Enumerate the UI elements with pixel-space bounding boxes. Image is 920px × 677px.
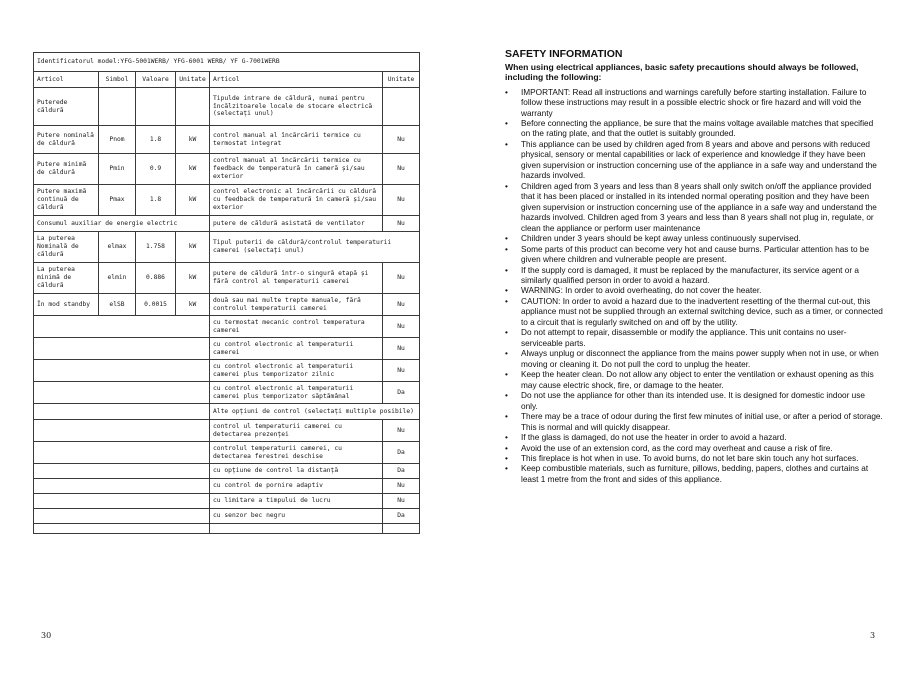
table-row [34, 185, 420, 216]
table-cell: Consumul auxiliar de energie electric [34, 216, 210, 232]
table-cell: Nu [383, 479, 420, 494]
bullet-icon: • [505, 391, 508, 401]
table-cell: În mod standby [34, 294, 99, 316]
table-row [34, 126, 420, 154]
bullet-icon: • [505, 370, 508, 380]
bullet-icon: • [505, 349, 508, 359]
safety-list-item [505, 444, 883, 454]
table-cell: Pmin [99, 154, 136, 185]
table-cell: Nu [383, 126, 420, 154]
table-cell: Nu [383, 494, 420, 509]
header-cell: Unitate [383, 72, 420, 88]
table-cell: La puterea minimă de căldură [34, 263, 99, 294]
table-cell: elSB [99, 294, 136, 316]
table-cell: elmax [99, 232, 136, 263]
table-row [34, 88, 420, 126]
empty-cell [34, 404, 210, 420]
table-row [34, 216, 420, 232]
safety-list-item [505, 266, 883, 287]
table-cell: Nu [383, 360, 420, 382]
safety-item-text: If the glass is damaged, do not use the heater in order to avoid a hazard. [521, 433, 787, 443]
table-cell [210, 524, 383, 534]
table-cell: putere de căldură într-o singură etapă și fără control al temperaturii camerei [210, 263, 383, 294]
table-cell [383, 88, 420, 126]
table-cell: Da [383, 464, 420, 479]
table-cell: cu control de pornire adaptiv [210, 479, 383, 494]
bullet-icon: • [505, 87, 508, 97]
table-cell: Nu [383, 185, 420, 216]
table-cell: 1.8 [136, 185, 176, 216]
section-title: SAFETY INFORMATION [505, 48, 623, 60]
empty-cell [34, 338, 210, 360]
table-cell: Nu [383, 294, 420, 316]
table-cell: 1.8 [136, 126, 176, 154]
table-cell: control manual al încărcării termice cu feedback de temperatură în cameră și/sau exterior [210, 154, 383, 185]
table-row [34, 232, 420, 263]
table-cell: kW [176, 185, 210, 216]
table-cell: cu control electronic al temperaturii camerei [210, 338, 383, 360]
table-cell: Putere maximă continuă de căldură [34, 185, 99, 216]
table-cell: Nu [383, 154, 420, 185]
header-cell: Articol [34, 72, 99, 88]
safety-list-item [505, 391, 883, 412]
table-cell: cu senzor bec negru [210, 509, 383, 524]
table-cell: cu termostat mecanic control temperatura camerei [210, 316, 383, 338]
safety-list-item [505, 286, 883, 296]
safety-information-section [505, 48, 883, 485]
empty-cell [34, 360, 210, 382]
table-row [34, 360, 420, 382]
safety-list-item [505, 140, 883, 182]
empty-cell [34, 420, 210, 442]
table-row [34, 338, 420, 360]
table-row [34, 494, 420, 509]
model-identification: Identificatorul model:YFG-5001WERB/ YFG-6001 WERB/ YF G-7001WERB [34, 53, 420, 72]
safety-item-text: This appliance can be used by children aged from 8 years and above and persons with reduced physical, sensory or mental capabilities or lack of experience and knowledge if they have been given supervision or instruction concerning use of the appliance in a safe way and understand the hazards involved. [521, 139, 877, 181]
table-cell: Nu [383, 216, 420, 232]
safety-list-item [505, 370, 883, 391]
table-row [34, 154, 420, 185]
safety-item-text: If the supply cord is damaged, it must be replaced by the manufacturer, its service agent or a similarly qualified person in order to avoid a hazard. [521, 265, 859, 285]
table-row [34, 294, 420, 316]
table-cell: Da [383, 509, 420, 524]
safety-item-text: Children aged from 3 years and less than 8 years shall only switch on/off the appliance provided that it has been placed or installed in its intended normal operating position and they have been given supervision or instruction concerning use of the appliance in a safe way and understand the hazards involved. Children aged from 3 years and less than 8 years shall not plug in, regulate, or clean the appliance or perform user maintenance [521, 181, 877, 233]
safety-item-text: Do not attempt to repair, disassemble or modify the appliance. This unit contains no user-serviceable parts. [521, 328, 847, 348]
safety-list-item [505, 412, 883, 433]
safety-item-text: WARNING: In order to avoid overheating, do not cover the heater. [521, 286, 762, 296]
safety-list-item [505, 349, 883, 370]
table-cell: kW [176, 126, 210, 154]
safety-item-text: Always unplug or disconnect the appliance from the mains power supply when not in use, or when moving or cleaning it. Do not pull the cord to unplug the heater. [521, 349, 879, 369]
safety-list-item [505, 328, 883, 349]
table-cell: kW [176, 294, 210, 316]
table-cell: cu control electronic al temperaturii camerei plus temporizator săptămânal [210, 382, 383, 404]
table-row [34, 509, 420, 524]
table-cell: Alte opțiuni de control (selectați multiple posibile) [210, 404, 420, 420]
table-cell: 0.0015 [136, 294, 176, 316]
page-number-left: 30 [41, 631, 52, 640]
table-row [34, 479, 420, 494]
safety-list-item [505, 454, 883, 464]
table-cell: control electronic al încărcării cu căldură cu feedback de temperatură în cameră și/sau exterior [210, 185, 383, 216]
empty-cell [34, 382, 210, 404]
bullet-icon: • [505, 181, 508, 191]
table-cell [136, 88, 176, 126]
table-cell: kW [176, 263, 210, 294]
table-cell: Puterede căldură [34, 88, 99, 126]
table-cell: 1.758 [136, 232, 176, 263]
table-row [34, 420, 420, 442]
table-row [34, 382, 420, 404]
table-cell: kW [176, 232, 210, 263]
table-cell: cu opțiune de control la distanță [210, 464, 383, 479]
safety-list-item [505, 88, 883, 119]
table-cell: kW [176, 154, 210, 185]
table-cell: control ul temperaturii camerei cu detectarea prezenței [210, 420, 383, 442]
safety-list-item [505, 119, 883, 140]
empty-cell [34, 316, 210, 338]
table-row [34, 404, 420, 420]
empty-cell [34, 464, 210, 479]
safety-item-text: Do not use the appliance for other than its intended use. It is designed for domestic indoor use only. [521, 391, 865, 411]
safety-list-item [505, 182, 883, 234]
safety-item-text: Avoid the use of an extension cord, as the cord may overheat and cause a risk of fire. [521, 443, 833, 453]
safety-item-text: There may be a trace of odour during the first few minutes of initial use, or after a period of storage. This is normal and will quickly disappear. [521, 412, 883, 432]
table-cell: Pnom [99, 126, 136, 154]
table-row [34, 442, 420, 464]
safety-item-text: Keep the heater clean. Do not allow any object to enter the ventilation or exhaust opening as this may cause electric shock, fire, or damage to the heater. [521, 370, 874, 390]
bullet-icon: • [505, 244, 508, 254]
table-cell: 0.886 [136, 263, 176, 294]
header-cell: Articol [210, 72, 383, 88]
safety-item-text: This fireplace is hot when in use. To avoid burns, do not let bare skin touch any hot surfaces. [521, 453, 859, 463]
table-cell: Tipulde intrare de căldură, numai pentru încălzitoarele locale de stocare electrică (selectați unul) [210, 88, 383, 126]
safety-item-text: Keep combustible materials, such as furniture, pillows, bedding, papers, clothes and curtains at least 1 metre from the front and sides of this appliance. [521, 464, 869, 484]
table-row [34, 524, 420, 534]
bullet-icon: • [505, 464, 508, 474]
empty-cell [34, 494, 210, 509]
table-cell: Putere minimă de căldură [34, 154, 99, 185]
table-cell: elmin [99, 263, 136, 294]
ecodesign-spec-table [33, 52, 420, 534]
bullet-icon: • [505, 139, 508, 149]
table-cell: cu control electronic al temperaturii camerei plus temporizator zilnic [210, 360, 383, 382]
safety-item-text: Before connecting the appliance, be sure that the mains voltage available matches that specified on the rating plate, and that the outlet is suitably grounded. [521, 118, 874, 139]
table-cell: 0.9 [136, 154, 176, 185]
page-number-right: 3 [870, 631, 876, 640]
empty-cell [34, 509, 210, 524]
safety-list [505, 88, 883, 486]
bullet-icon: • [505, 265, 508, 275]
table-cell: Tipul puterii de căldură/controlul temperaturii camerei (selectați unul) [210, 232, 420, 263]
bullet-icon: • [505, 433, 508, 443]
empty-cell [34, 442, 210, 464]
bullet-icon: • [505, 296, 508, 306]
table-cell [176, 88, 210, 126]
header-cell: Simbol [99, 72, 136, 88]
table-row [34, 464, 420, 479]
header-cell: Unitate [176, 72, 210, 88]
bullet-icon: • [505, 234, 508, 244]
safety-item-text: IMPORTANT: Read all instructions and warnings carefully before starting installation. Failure to follow these instructions may result in a possible electric shock or fire hazard and will void the warranty [521, 87, 867, 118]
table-cell: Nu [383, 338, 420, 360]
bullet-icon: • [505, 328, 508, 338]
safety-list-item [505, 297, 883, 328]
table-cell: Nu [383, 263, 420, 294]
table-cell: Nu [383, 316, 420, 338]
empty-cell [34, 524, 210, 534]
table-cell: Pmax [99, 185, 136, 216]
safety-item-text: Some parts of this product can become very hot and cause burns. Particular attention has to be given where children and vulnerable people are present. [521, 244, 870, 265]
bullet-icon: • [505, 443, 508, 453]
safety-item-text: Children under 3 years should be kept away unless continuously supervised. [521, 234, 801, 244]
empty-cell [34, 479, 210, 494]
table-cell: putere de căldură asistată de ventilator [210, 216, 383, 232]
table-cell: Da [383, 382, 420, 404]
table-cell: Da [383, 442, 420, 464]
table-cell: cu limitare a timpului de lucru [210, 494, 383, 509]
header-cell: Valoare [136, 72, 176, 88]
table-cell: La puterea Nominală de căldură [34, 232, 99, 263]
safety-list-item [505, 464, 883, 485]
bullet-icon: • [505, 118, 508, 128]
table-cell: controlul temperaturii camerei, cu detectarea ferestrei deschise [210, 442, 383, 464]
table-cell: două sau mai multe trepte manuale, fără controlul temperaturii camerei [210, 294, 383, 316]
safety-list-item [505, 433, 883, 443]
table-cell: Nu [383, 420, 420, 442]
bullet-icon: • [505, 286, 508, 296]
table-cell [383, 524, 420, 534]
table-cell [99, 88, 136, 126]
table-row [34, 263, 420, 294]
table-header-row [34, 72, 420, 88]
bullet-icon: • [505, 453, 508, 463]
safety-item-text: CAUTION: In order to avoid a hazard due to the inadvertent resetting of the thermal cut-out, this appliance must not be supplied through an external switching device, such as a timer, or connected to a circuit that is regularly switched on and off by the utility. [521, 296, 883, 327]
intro-text: When using electrical appliances, basic safety precautions should always be followed, including the following: [505, 61, 859, 83]
table-cell: Putere nominală de căldură [34, 126, 99, 154]
bullet-icon: • [505, 412, 508, 422]
safety-list-item [505, 245, 883, 266]
table-cell: control manual al încărcării termice cu termostat integrat [210, 126, 383, 154]
safety-list-item [505, 234, 883, 244]
table-row [34, 316, 420, 338]
